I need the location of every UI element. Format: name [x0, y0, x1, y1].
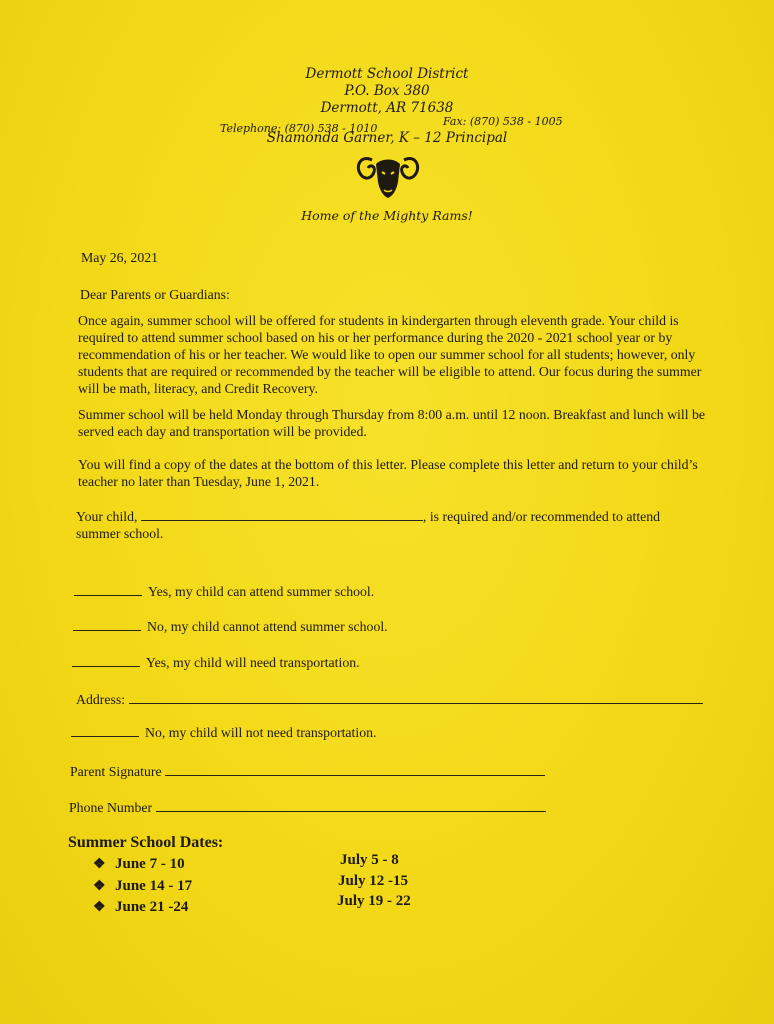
telephone: Telephone: (870) 538 - 1010 [220, 122, 378, 135]
list-item: ❖ June 7 - 10 [93, 856, 185, 872]
phone-blank[interactable] [156, 801, 546, 812]
phone-line [69, 800, 546, 816]
po-box: P.O. Box 380 [344, 83, 430, 99]
list-item: July 19 - 22 [337, 893, 411, 909]
your-child-end: summer school. [76, 526, 164, 541]
signature-blank[interactable] [165, 765, 545, 776]
paragraph-1: Once again, summer school will be offered for students in kindergarten through eleventh grade. Your child is required to attend summer school based on his or her performance during the 2020 - 2021 school year or by recommendation of his or her teacher. We would like to open our summer school for all students; however, only students that are required or recommended by the teacher will be eligible to attend. Our focus during the summer will be math, literacy, and Credit Recovery. [78, 313, 702, 396]
list-item: July 5 - 8 [340, 852, 399, 868]
no-attend-blank[interactable] [73, 618, 141, 631]
letterhead [0, 66, 774, 151]
option-yes-attend [74, 583, 374, 600]
your-child-line [76, 508, 706, 542]
yes-attend-label: Yes, my child can attend summer school. [148, 584, 375, 599]
option-no-transport [71, 724, 376, 741]
paragraph-3: You will find a copy of the dates at the bottom of this letter. Please complete this letter and return to your child’s teacher no later than Tuesday, June 1, 2021. [78, 457, 698, 489]
letter-date: May 26, 2021 [81, 250, 159, 265]
motto: Home of the Mighty Rams! [301, 208, 473, 223]
address-line [76, 692, 703, 708]
principal-name: Shamonda Garner, K – 12 Principal [266, 130, 508, 146]
fax: Fax: (870) 538 - 1005 [443, 115, 563, 128]
paragraph-2: Summer school will be held Monday through Thursday from 8:00 a.m. until 12 noon. Breakfast and lunch will be served each day and transportation will be provided. [78, 407, 706, 439]
no-transport-blank[interactable] [71, 724, 139, 737]
list-item: ❖ June 14 - 17 [93, 878, 193, 894]
diamond-bullet-icon: ❖ [93, 900, 106, 915]
list-item: ❖ June 21 -24 [93, 899, 189, 915]
no-transport-label: No, my child will not need transportation. [145, 725, 377, 740]
your-child-prefix: Your child, [76, 509, 138, 524]
yes-attend-blank[interactable] [74, 583, 142, 596]
salutation: Dear Parents or Guardians: [80, 287, 230, 302]
ram-head-icon [352, 150, 424, 200]
list-item: July 12 -15 [338, 873, 409, 889]
diamond-bullet-icon: ❖ [93, 879, 106, 894]
city-state-zip: Dermott, AR 71638 [320, 100, 454, 116]
your-child-suffix: , is required and/or recommended to attend [422, 509, 661, 524]
signature-line [70, 764, 545, 780]
phone-label: Phone Number [69, 800, 153, 815]
address-blank[interactable] [129, 693, 703, 704]
yes-transport-blank[interactable] [72, 654, 140, 667]
yes-transport-label: Yes, my child will need transportation. [146, 655, 360, 670]
no-attend-label: No, my child cannot attend summer school. [147, 619, 388, 634]
summer-dates-title: Summer School Dates: [68, 834, 224, 851]
parent-signature-label: Parent Signature [70, 764, 162, 779]
diamond-bullet-icon: ❖ [93, 857, 106, 872]
address-label: Address: [76, 692, 126, 707]
child-name-blank[interactable] [141, 508, 423, 521]
district-name: Dermott School District [305, 66, 469, 82]
option-yes-transport [72, 654, 360, 671]
option-no-attend [73, 618, 388, 635]
